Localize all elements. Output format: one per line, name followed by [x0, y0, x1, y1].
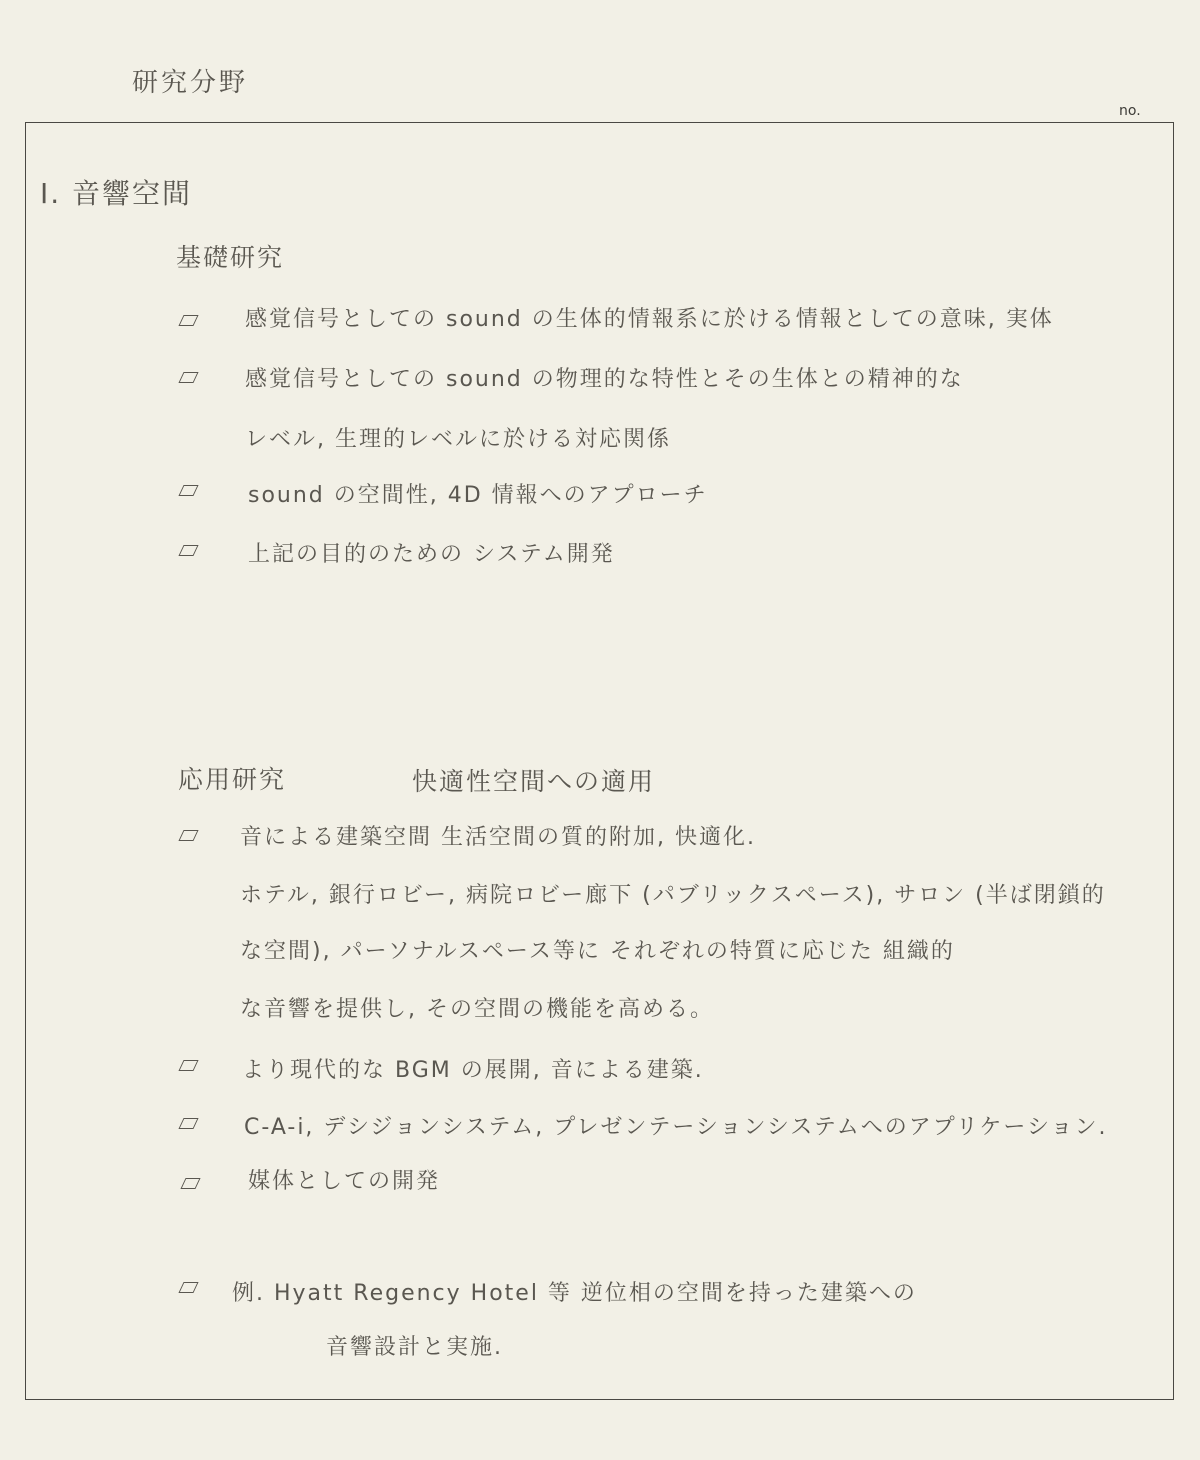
section-heading: I. 音響空間	[40, 177, 193, 210]
applied-item: 音による建築空間 生活空間の質的附加, 快適化.	[240, 825, 756, 850]
page-number-label: no.	[1119, 103, 1141, 119]
basic-item: 上記の目的のための システム開発	[248, 542, 615, 567]
applied-research-subtitle: 快適性空間への適用	[412, 767, 656, 796]
applied-item: 例. Hyatt Regency Hotel 等 逆位相の空間を持った建築への	[232, 1281, 917, 1306]
applied-item-continued: な音響を提供し, その空間の機能を高める。	[240, 997, 714, 1022]
applied-item: 媒体としての開発	[248, 1169, 441, 1194]
page-title: 研究分野	[132, 68, 249, 98]
applied-item: より現代的な BGM の展開, 音による建築.	[242, 1058, 704, 1083]
applied-item-continued: な空間), パーソナルスペース等に それぞれの特質に応じた 組織的	[240, 939, 955, 964]
basic-research-heading: 基礎研究	[176, 243, 285, 272]
applied-item-continued: ホテル, 銀行ロビー, 病院ロビー廊下 (パブリックスペース), サロン (半ば閉鎖的	[240, 883, 1106, 908]
applied-item-continued: 音響設計と実施.	[326, 1335, 503, 1360]
basic-item: sound の空間性, 4D 情報へのアプローチ	[248, 483, 708, 508]
basic-item-continued: レベル, 生理的レベルに於ける対応関係	[245, 427, 671, 452]
applied-item: C-A-i, デシジョンシステム, プレゼンテーションシステムへのアプリケーション.	[244, 1115, 1108, 1140]
applied-research-heading: 応用研究	[178, 765, 287, 794]
basic-item: 感覚信号としての sound の物理的な特性とその生体との精神的な	[245, 367, 964, 392]
basic-item: 感覚信号としての sound の生体的情報系に於ける情報としての意味, 実体	[245, 307, 1054, 332]
